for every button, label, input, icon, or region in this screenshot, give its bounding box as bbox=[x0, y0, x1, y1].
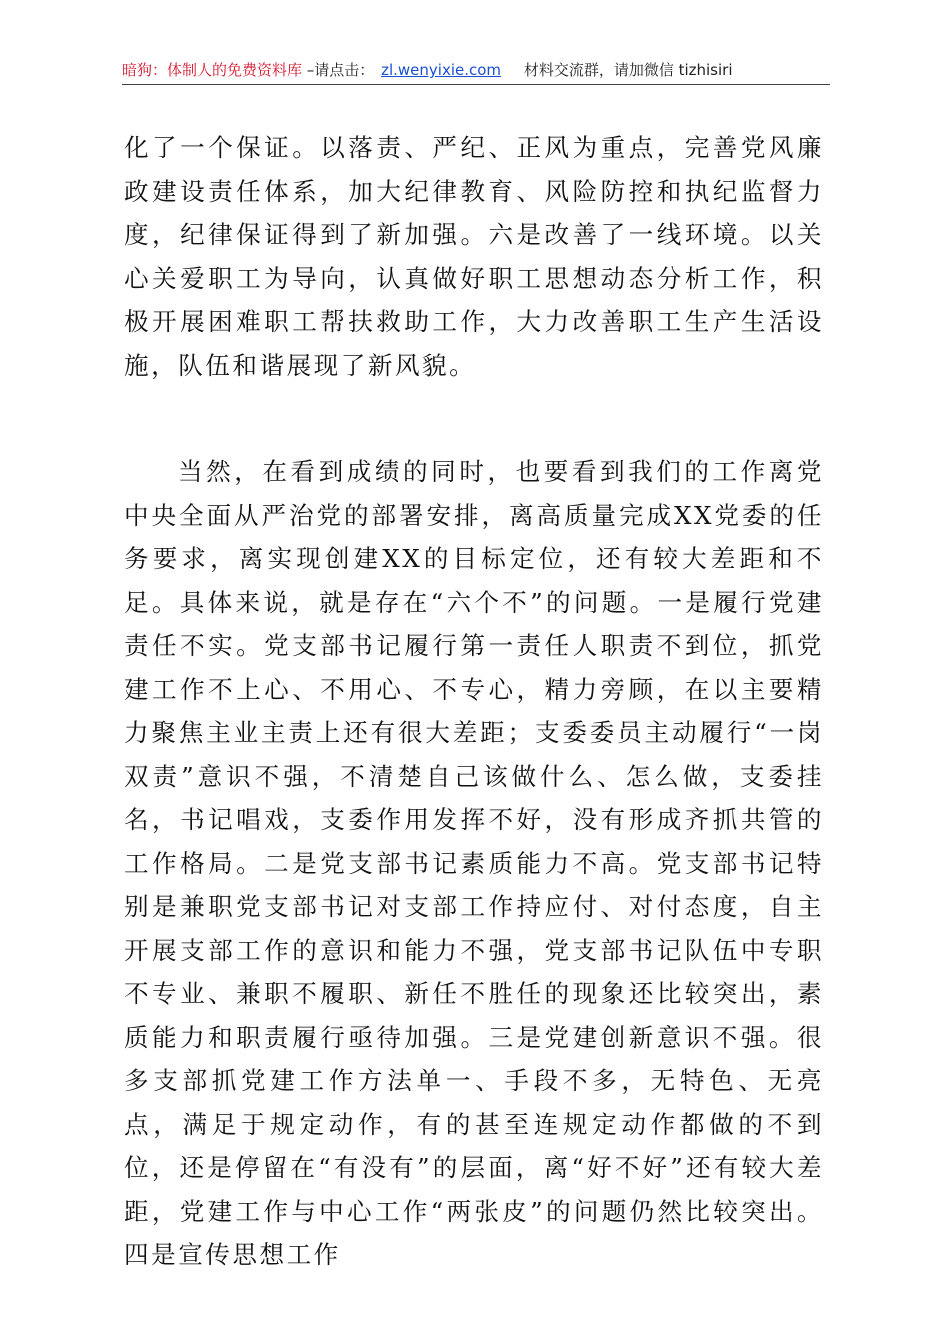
header-site-link[interactable]: zl.wenyixie.com bbox=[381, 61, 502, 79]
page-header bbox=[122, 56, 830, 84]
paragraph-1: 化了一个保证。以落责、严纪、正风为重点，完善党风廉政建设责任体系，加大纪律教育、风险防控和执纪监督力度，纪律保证得到了新加强。六是改善了一线环境。以关心关爱职工为导向，认真做好职工思想动态分析工作，积极开展困难职工帮扶救助工作，大力改善职工生产生活设施，队伍和谐展现了新风貌。 bbox=[124, 133, 824, 380]
header-brand-text: 暗狗：体制人的免费资料库 bbox=[122, 61, 303, 79]
header-divider bbox=[122, 84, 830, 85]
header-prompt-text: –请点击： bbox=[306, 61, 375, 79]
paragraph-2: 当然，在看到成绩的同时，也要看到我们的工作离党中央全面从严治党的部署安排，离高质量完成XX党委的任务要求，离实现创建XX的目标定位，还有较大差距和不足。具体来说，就是存在“六个不”的问题。一是履行党建责任不实。党支部书记履行第一责任人职责不到位，抓党建工作不上心、不用心、不专心，精力旁顾，在以主要精力聚焦主业主责上还有很大差距；支委委员主动履行“一岗双责”意识不强，不清楚自己该做什么、怎么做，支委挂名，书记唱戏，支委作用发挥不好，没有形成齐抓共管的工作格局。二是党支部书记素质能力不高。党支部书记特别是兼职党支部书记对支部工作持应付、对付态度，自主开展支部工作的意识和能力不强，党支部书记队伍中专职不专业、兼职不履职、新任不胜任的现象还比较突出，素质能力和职责履行亟待加强。三是党建创新意识不强。很多支部抓党建工作方法单一、手段不多，无特色、无亮点，满足于规定动作，有的甚至连规定动作都做的不到位，还是停留在“有没有”的层面，离“好不好”还有较大差距，党建工作与中心工作“两张皮”的问题仍然比较突出。四是宣传思想工作 bbox=[124, 457, 824, 1269]
header-wechat-note: 材料交流群，请加微信 tizhisiri bbox=[523, 61, 733, 79]
